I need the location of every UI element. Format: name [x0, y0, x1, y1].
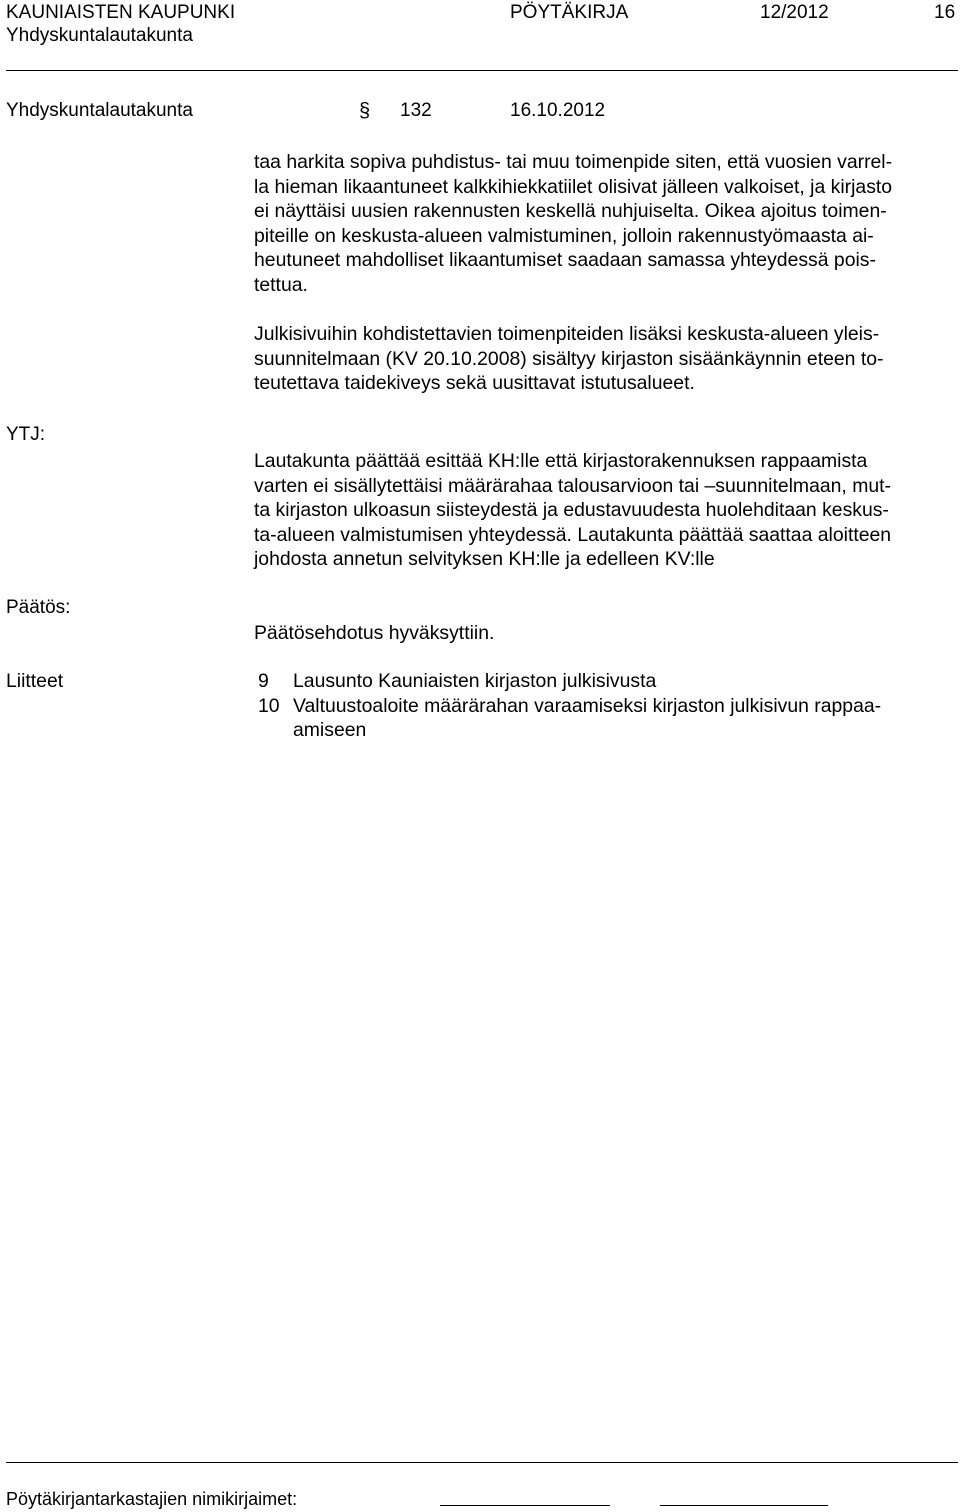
- ytj-label: YTJ:: [6, 424, 46, 445]
- decision-text: Päätösehdotus hyväksyttiin.: [254, 622, 495, 644]
- decision-label: Päätös:: [6, 597, 71, 618]
- header-divider: [6, 70, 958, 71]
- body-line: tettua.: [254, 273, 308, 296]
- header-org: KAUNIAISTEN KAUPUNKI: [6, 2, 236, 23]
- attachment-title-continued: amiseen: [293, 719, 367, 741]
- header-doc-type: PÖYTÄKIRJA: [510, 2, 629, 23]
- body-line: ta kirjaston ulkoasun siisteydestä ja edustavuudesta huolehditaan keskus-: [254, 499, 889, 522]
- ytj-proposal: [254, 449, 954, 572]
- body-line: taa harkita sopiva puhdistus- tai muu toimenpide siten, että vuosien varrel-: [254, 151, 893, 173]
- body-paragraph-1: [254, 150, 954, 298]
- body-line: Julkisivuihin kohdistettavien toimenpiteiden lisäksi keskusta-alueen yleis-: [254, 323, 880, 345]
- footer-divider: [6, 1462, 958, 1463]
- footer-label: Pöytäkirjantarkastajien nimikirjaimet:: [6, 1489, 298, 1509]
- body-line: teutettava taidekiveys sekä uusittavat istutusalueet.: [254, 372, 695, 395]
- section-board: Yhdyskuntalautakunta: [6, 100, 193, 121]
- section-date: 16.10.2012: [510, 100, 606, 121]
- body-line: johdosta annetun selvityksen KH:lle ja edelleen KV:lle: [254, 548, 715, 571]
- attachments-label: Liitteet: [6, 670, 64, 692]
- header-board: Yhdyskuntalautakunta: [6, 25, 193, 46]
- body-line: varten ei sisällytettäisi määrärahaa talousarvioon tai –suunnitelmaan, mut-: [254, 474, 891, 497]
- body-line: heutuneet mahdolliset likaantumiset saadaan samassa yhteydessä pois-: [254, 249, 876, 272]
- body-line: ta-alueen valmistumisen yhteydessä. Lautakunta päättää saattaa aloitteen: [254, 523, 892, 546]
- body-line: la hieman likaantuneet kalkkihiekkatiilet olisivat jälleen valkoiset, ja kirjasto: [254, 175, 893, 198]
- signature-line-2: [660, 1505, 828, 1506]
- body-line: ei näyttäisi uusien rakennusten keskellä nuhjuiselta. Oikea ajoitus toimen-: [254, 200, 887, 223]
- attachment-number: 10: [258, 695, 280, 717]
- body-line: suunnitelmaan (KV 20.10.2008) sisältyy kirjaston sisäänkäynnin eteen to-: [254, 347, 884, 370]
- attachment-title: Valtuustoaloite määrärahan varaamiseksi kirjaston julkisivun rappaa-: [293, 695, 882, 717]
- body-line: Lautakunta päättää esittää KH:lle että kirjastorakennuksen rappaamista: [254, 450, 868, 472]
- section-number: 132: [400, 100, 432, 121]
- attachment-title: Lausunto Kauniaisten kirjaston julkisivusta: [293, 670, 657, 692]
- header-doc-number: 12/2012: [760, 2, 829, 23]
- attachment-number: 9: [258, 670, 269, 692]
- section-symbol: §: [359, 100, 371, 122]
- signature-line-1: [440, 1505, 610, 1506]
- body-paragraph-2: [254, 322, 954, 396]
- header-page-number: 16: [934, 2, 956, 23]
- body-line: piteille on keskusta-alueen valmistuminen, jolloin rakennustyömaasta ai-: [254, 224, 874, 247]
